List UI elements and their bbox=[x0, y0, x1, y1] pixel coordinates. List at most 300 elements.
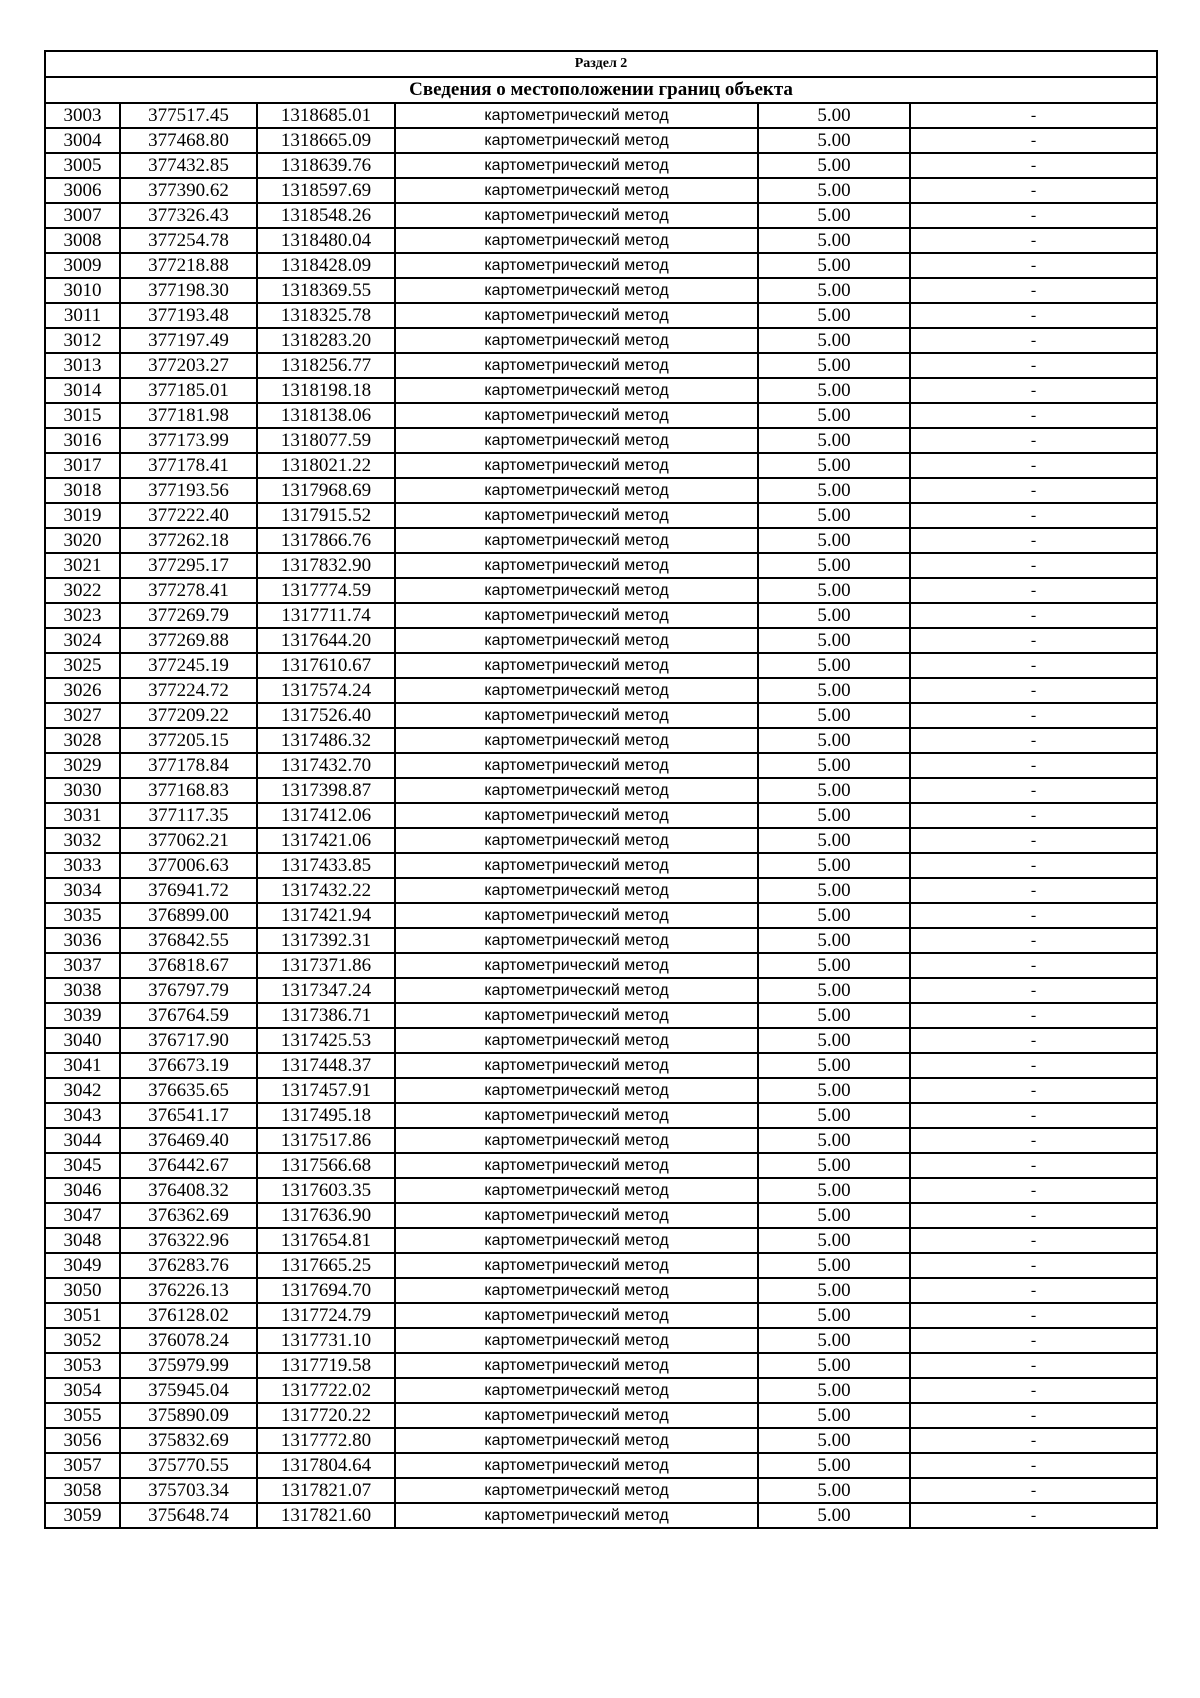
y-coordinate: 1317371.86 bbox=[257, 953, 395, 978]
accuracy-cell: 5.00 bbox=[758, 253, 910, 278]
method-cell: картометрический метод bbox=[395, 278, 758, 303]
x-coordinate: 377209.22 bbox=[120, 703, 257, 728]
x-coordinate: 377178.84 bbox=[120, 753, 257, 778]
method-cell: картометрический метод bbox=[395, 528, 758, 553]
point-number: 3036 bbox=[45, 928, 120, 953]
method-cell: картометрический метод bbox=[395, 778, 758, 803]
table-row bbox=[45, 1078, 1157, 1103]
accuracy-cell: 5.00 bbox=[758, 753, 910, 778]
description-cell: - bbox=[910, 1453, 1157, 1478]
description-cell: - bbox=[910, 378, 1157, 403]
description-cell: - bbox=[910, 103, 1157, 128]
description-cell: - bbox=[910, 678, 1157, 703]
accuracy-cell: 5.00 bbox=[758, 278, 910, 303]
table-row bbox=[45, 478, 1157, 503]
description-cell: - bbox=[910, 1403, 1157, 1428]
x-coordinate: 377517.45 bbox=[120, 103, 257, 128]
description-cell: - bbox=[910, 1378, 1157, 1403]
table-row bbox=[45, 628, 1157, 653]
accuracy-cell: 5.00 bbox=[758, 1478, 910, 1503]
accuracy-cell: 5.00 bbox=[758, 878, 910, 903]
x-coordinate: 376941.72 bbox=[120, 878, 257, 903]
x-coordinate: 377278.41 bbox=[120, 578, 257, 603]
x-coordinate: 376442.67 bbox=[120, 1153, 257, 1178]
method-cell: картометрический метод bbox=[395, 978, 758, 1003]
y-coordinate: 1318283.20 bbox=[257, 328, 395, 353]
point-number: 3043 bbox=[45, 1103, 120, 1128]
x-coordinate: 377062.21 bbox=[120, 828, 257, 853]
description-cell: - bbox=[910, 1128, 1157, 1153]
description-cell: - bbox=[910, 1153, 1157, 1178]
method-cell: картометрический метод bbox=[395, 1228, 758, 1253]
point-number: 3015 bbox=[45, 403, 120, 428]
y-coordinate: 1317398.87 bbox=[257, 778, 395, 803]
accuracy-cell: 5.00 bbox=[758, 378, 910, 403]
description-cell: - bbox=[910, 928, 1157, 953]
description-cell: - bbox=[910, 1203, 1157, 1228]
table-row bbox=[45, 453, 1157, 478]
point-number: 3048 bbox=[45, 1228, 120, 1253]
y-coordinate: 1317720.22 bbox=[257, 1403, 395, 1428]
description-cell: - bbox=[910, 1353, 1157, 1378]
y-coordinate: 1318548.26 bbox=[257, 203, 395, 228]
section-row bbox=[45, 51, 1157, 77]
y-coordinate: 1317731.10 bbox=[257, 1328, 395, 1353]
point-number: 3038 bbox=[45, 978, 120, 1003]
title-row bbox=[45, 77, 1157, 103]
method-cell: картометрический метод bbox=[395, 353, 758, 378]
description-cell: - bbox=[910, 1103, 1157, 1128]
point-number: 3039 bbox=[45, 1003, 120, 1028]
description-cell: - bbox=[910, 828, 1157, 853]
method-cell: картометрический метод bbox=[395, 453, 758, 478]
method-cell: картометрический метод bbox=[395, 428, 758, 453]
method-cell: картометрический метод bbox=[395, 178, 758, 203]
x-coordinate: 377269.79 bbox=[120, 603, 257, 628]
description-cell: - bbox=[910, 1428, 1157, 1453]
table-row bbox=[45, 1353, 1157, 1378]
x-coordinate: 376408.32 bbox=[120, 1178, 257, 1203]
method-cell: картометрический метод bbox=[395, 1053, 758, 1078]
description-cell: - bbox=[910, 178, 1157, 203]
point-number: 3007 bbox=[45, 203, 120, 228]
description-cell: - bbox=[910, 1478, 1157, 1503]
x-coordinate: 377224.72 bbox=[120, 678, 257, 703]
table-row bbox=[45, 278, 1157, 303]
accuracy-cell: 5.00 bbox=[758, 1453, 910, 1478]
method-cell: картометрический метод bbox=[395, 653, 758, 678]
table-title: Сведения о местоположении границ объекта bbox=[45, 77, 1157, 103]
table-row bbox=[45, 853, 1157, 878]
method-cell: картометрический метод bbox=[395, 953, 758, 978]
method-cell: картометрический метод bbox=[395, 1503, 758, 1528]
table-row bbox=[45, 778, 1157, 803]
description-cell: - bbox=[910, 278, 1157, 303]
point-number: 3018 bbox=[45, 478, 120, 503]
method-cell: картометрический метод bbox=[395, 628, 758, 653]
table-row bbox=[45, 928, 1157, 953]
description-cell: - bbox=[910, 1053, 1157, 1078]
accuracy-cell: 5.00 bbox=[758, 228, 910, 253]
point-number: 3055 bbox=[45, 1403, 120, 1428]
table-row bbox=[45, 1103, 1157, 1128]
table-row bbox=[45, 1278, 1157, 1303]
point-number: 3020 bbox=[45, 528, 120, 553]
description-cell: - bbox=[910, 328, 1157, 353]
x-coordinate: 377468.80 bbox=[120, 128, 257, 153]
table-row bbox=[45, 178, 1157, 203]
table-row bbox=[45, 703, 1157, 728]
y-coordinate: 1317412.06 bbox=[257, 803, 395, 828]
accuracy-cell: 5.00 bbox=[758, 1078, 910, 1103]
method-cell: картометрический метод bbox=[395, 478, 758, 503]
point-number: 3054 bbox=[45, 1378, 120, 1403]
point-number: 3033 bbox=[45, 853, 120, 878]
point-number: 3059 bbox=[45, 1503, 120, 1528]
accuracy-cell: 5.00 bbox=[758, 953, 910, 978]
accuracy-cell: 5.00 bbox=[758, 853, 910, 878]
method-cell: картометрический метод bbox=[395, 378, 758, 403]
accuracy-cell: 5.00 bbox=[758, 353, 910, 378]
point-number: 3017 bbox=[45, 453, 120, 478]
table-row bbox=[45, 128, 1157, 153]
point-number: 3004 bbox=[45, 128, 120, 153]
accuracy-cell: 5.00 bbox=[758, 828, 910, 853]
point-number: 3014 bbox=[45, 378, 120, 403]
point-number: 3005 bbox=[45, 153, 120, 178]
description-cell: - bbox=[910, 1078, 1157, 1103]
y-coordinate: 1318369.55 bbox=[257, 278, 395, 303]
table-row bbox=[45, 1003, 1157, 1028]
y-coordinate: 1317392.31 bbox=[257, 928, 395, 953]
method-cell: картометрический метод bbox=[395, 828, 758, 853]
description-cell: - bbox=[910, 778, 1157, 803]
method-cell: картометрический метод bbox=[395, 1303, 758, 1328]
table-row bbox=[45, 353, 1157, 378]
y-coordinate: 1317654.81 bbox=[257, 1228, 395, 1253]
method-cell: картометрический метод bbox=[395, 703, 758, 728]
table-row bbox=[45, 328, 1157, 353]
y-coordinate: 1317722.02 bbox=[257, 1378, 395, 1403]
y-coordinate: 1318021.22 bbox=[257, 453, 395, 478]
method-cell: картометрический метод bbox=[395, 1203, 758, 1228]
accuracy-cell: 5.00 bbox=[758, 1203, 910, 1228]
description-cell: - bbox=[910, 753, 1157, 778]
method-cell: картометрический метод bbox=[395, 1078, 758, 1103]
point-number: 3030 bbox=[45, 778, 120, 803]
point-number: 3035 bbox=[45, 903, 120, 928]
accuracy-cell: 5.00 bbox=[758, 703, 910, 728]
method-cell: картометрический метод bbox=[395, 1003, 758, 1028]
table-row bbox=[45, 1428, 1157, 1453]
accuracy-cell: 5.00 bbox=[758, 1428, 910, 1453]
accuracy-cell: 5.00 bbox=[758, 328, 910, 353]
accuracy-cell: 5.00 bbox=[758, 1403, 910, 1428]
y-coordinate: 1317772.80 bbox=[257, 1428, 395, 1453]
y-coordinate: 1317495.18 bbox=[257, 1103, 395, 1128]
description-cell: - bbox=[910, 553, 1157, 578]
x-coordinate: 377173.99 bbox=[120, 428, 257, 453]
table-row bbox=[45, 1453, 1157, 1478]
table-row bbox=[45, 1378, 1157, 1403]
x-coordinate: 377193.48 bbox=[120, 303, 257, 328]
point-number: 3052 bbox=[45, 1328, 120, 1353]
description-cell: - bbox=[910, 153, 1157, 178]
description-cell: - bbox=[910, 1503, 1157, 1528]
point-number: 3022 bbox=[45, 578, 120, 603]
description-cell: - bbox=[910, 1278, 1157, 1303]
table-row bbox=[45, 728, 1157, 753]
description-cell: - bbox=[910, 528, 1157, 553]
point-number: 3021 bbox=[45, 553, 120, 578]
accuracy-cell: 5.00 bbox=[758, 1253, 910, 1278]
table-row bbox=[45, 378, 1157, 403]
method-cell: картометрический метод bbox=[395, 253, 758, 278]
x-coordinate: 377222.40 bbox=[120, 503, 257, 528]
accuracy-cell: 5.00 bbox=[758, 153, 910, 178]
method-cell: картометрический метод bbox=[395, 903, 758, 928]
table-row bbox=[45, 1153, 1157, 1178]
y-coordinate: 1318198.18 bbox=[257, 378, 395, 403]
accuracy-cell: 5.00 bbox=[758, 628, 910, 653]
y-coordinate: 1317566.68 bbox=[257, 1153, 395, 1178]
description-cell: - bbox=[910, 978, 1157, 1003]
point-number: 3053 bbox=[45, 1353, 120, 1378]
table-body bbox=[45, 51, 1157, 1528]
point-number: 3044 bbox=[45, 1128, 120, 1153]
y-coordinate: 1318325.78 bbox=[257, 303, 395, 328]
method-cell: картометрический метод bbox=[395, 753, 758, 778]
table-row bbox=[45, 953, 1157, 978]
accuracy-cell: 5.00 bbox=[758, 478, 910, 503]
y-coordinate: 1318480.04 bbox=[257, 228, 395, 253]
x-coordinate: 377168.83 bbox=[120, 778, 257, 803]
x-coordinate: 376469.40 bbox=[120, 1128, 257, 1153]
table-row bbox=[45, 303, 1157, 328]
description-cell: - bbox=[910, 628, 1157, 653]
table-row bbox=[45, 503, 1157, 528]
point-number: 3019 bbox=[45, 503, 120, 528]
description-cell: - bbox=[910, 703, 1157, 728]
description-cell: - bbox=[910, 1003, 1157, 1028]
method-cell: картометрический метод bbox=[395, 503, 758, 528]
description-cell: - bbox=[910, 428, 1157, 453]
x-coordinate: 375945.04 bbox=[120, 1378, 257, 1403]
method-cell: картометрический метод bbox=[395, 128, 758, 153]
method-cell: картометрический метод bbox=[395, 878, 758, 903]
point-number: 3006 bbox=[45, 178, 120, 203]
method-cell: картометрический метод bbox=[395, 328, 758, 353]
accuracy-cell: 5.00 bbox=[758, 1353, 910, 1378]
description-cell: - bbox=[910, 1228, 1157, 1253]
table-row bbox=[45, 1028, 1157, 1053]
method-cell: картометрический метод bbox=[395, 203, 758, 228]
y-coordinate: 1318685.01 bbox=[257, 103, 395, 128]
table-row bbox=[45, 553, 1157, 578]
table-row bbox=[45, 678, 1157, 703]
method-cell: картометрический метод bbox=[395, 1278, 758, 1303]
x-coordinate: 377178.41 bbox=[120, 453, 257, 478]
x-coordinate: 377218.88 bbox=[120, 253, 257, 278]
method-cell: картометрический метод bbox=[395, 1128, 758, 1153]
method-cell: картометрический метод bbox=[395, 1453, 758, 1478]
description-cell: - bbox=[910, 903, 1157, 928]
description-cell: - bbox=[910, 578, 1157, 603]
y-coordinate: 1317448.37 bbox=[257, 1053, 395, 1078]
x-coordinate: 377197.49 bbox=[120, 328, 257, 353]
point-number: 3008 bbox=[45, 228, 120, 253]
y-coordinate: 1317644.20 bbox=[257, 628, 395, 653]
x-coordinate: 376818.67 bbox=[120, 953, 257, 978]
point-number: 3040 bbox=[45, 1028, 120, 1053]
y-coordinate: 1317804.64 bbox=[257, 1453, 395, 1478]
description-cell: - bbox=[910, 653, 1157, 678]
description-cell: - bbox=[910, 603, 1157, 628]
table-row bbox=[45, 878, 1157, 903]
table-row bbox=[45, 578, 1157, 603]
point-number: 3041 bbox=[45, 1053, 120, 1078]
accuracy-cell: 5.00 bbox=[758, 653, 910, 678]
accuracy-cell: 5.00 bbox=[758, 1328, 910, 1353]
x-coordinate: 375648.74 bbox=[120, 1503, 257, 1528]
method-cell: картометрический метод bbox=[395, 1103, 758, 1128]
description-cell: - bbox=[910, 203, 1157, 228]
y-coordinate: 1317432.70 bbox=[257, 753, 395, 778]
table-row bbox=[45, 978, 1157, 1003]
y-coordinate: 1317425.53 bbox=[257, 1028, 395, 1053]
table-row bbox=[45, 603, 1157, 628]
y-coordinate: 1317866.76 bbox=[257, 528, 395, 553]
description-cell: - bbox=[910, 1328, 1157, 1353]
point-number: 3049 bbox=[45, 1253, 120, 1278]
table-row bbox=[45, 653, 1157, 678]
description-cell: - bbox=[910, 478, 1157, 503]
accuracy-cell: 5.00 bbox=[758, 553, 910, 578]
accuracy-cell: 5.00 bbox=[758, 678, 910, 703]
x-coordinate: 377326.43 bbox=[120, 203, 257, 228]
x-coordinate: 375890.09 bbox=[120, 1403, 257, 1428]
accuracy-cell: 5.00 bbox=[758, 1378, 910, 1403]
point-number: 3057 bbox=[45, 1453, 120, 1478]
accuracy-cell: 5.00 bbox=[758, 928, 910, 953]
x-coordinate: 376635.65 bbox=[120, 1078, 257, 1103]
point-number: 3028 bbox=[45, 728, 120, 753]
table-row bbox=[45, 1303, 1157, 1328]
description-cell: - bbox=[910, 228, 1157, 253]
table-row bbox=[45, 153, 1157, 178]
accuracy-cell: 5.00 bbox=[758, 728, 910, 753]
description-cell: - bbox=[910, 728, 1157, 753]
table-row bbox=[45, 1253, 1157, 1278]
table-row bbox=[45, 1203, 1157, 1228]
y-coordinate: 1317711.74 bbox=[257, 603, 395, 628]
method-cell: картометрический метод bbox=[395, 403, 758, 428]
y-coordinate: 1318639.76 bbox=[257, 153, 395, 178]
table-row bbox=[45, 203, 1157, 228]
y-coordinate: 1317457.91 bbox=[257, 1078, 395, 1103]
table-row bbox=[45, 1503, 1157, 1528]
table-row bbox=[45, 228, 1157, 253]
accuracy-cell: 5.00 bbox=[758, 978, 910, 1003]
method-cell: картометрический метод bbox=[395, 928, 758, 953]
x-coordinate: 377245.19 bbox=[120, 653, 257, 678]
x-coordinate: 377198.30 bbox=[120, 278, 257, 303]
x-coordinate: 376541.17 bbox=[120, 1103, 257, 1128]
x-coordinate: 377117.35 bbox=[120, 803, 257, 828]
description-cell: - bbox=[910, 1028, 1157, 1053]
point-number: 3032 bbox=[45, 828, 120, 853]
accuracy-cell: 5.00 bbox=[758, 1003, 910, 1028]
method-cell: картометрический метод bbox=[395, 303, 758, 328]
y-coordinate: 1317486.32 bbox=[257, 728, 395, 753]
x-coordinate: 376322.96 bbox=[120, 1228, 257, 1253]
table-row bbox=[45, 753, 1157, 778]
section-label: Раздел 2 bbox=[45, 51, 1157, 77]
x-coordinate: 377254.78 bbox=[120, 228, 257, 253]
point-number: 3034 bbox=[45, 878, 120, 903]
accuracy-cell: 5.00 bbox=[758, 1178, 910, 1203]
y-coordinate: 1317574.24 bbox=[257, 678, 395, 703]
method-cell: картометрический метод bbox=[395, 578, 758, 603]
description-cell: - bbox=[910, 1178, 1157, 1203]
table-row bbox=[45, 1128, 1157, 1153]
table-row bbox=[45, 253, 1157, 278]
x-coordinate: 376717.90 bbox=[120, 1028, 257, 1053]
accuracy-cell: 5.00 bbox=[758, 178, 910, 203]
table-row bbox=[45, 903, 1157, 928]
method-cell: картометрический метод bbox=[395, 1153, 758, 1178]
x-coordinate: 377432.85 bbox=[120, 153, 257, 178]
y-coordinate: 1317665.25 bbox=[257, 1253, 395, 1278]
table-row bbox=[45, 103, 1157, 128]
accuracy-cell: 5.00 bbox=[758, 1278, 910, 1303]
description-cell: - bbox=[910, 453, 1157, 478]
x-coordinate: 376899.00 bbox=[120, 903, 257, 928]
point-number: 3025 bbox=[45, 653, 120, 678]
x-coordinate: 375979.99 bbox=[120, 1353, 257, 1378]
accuracy-cell: 5.00 bbox=[758, 603, 910, 628]
x-coordinate: 377205.15 bbox=[120, 728, 257, 753]
method-cell: картометрический метод bbox=[395, 1328, 758, 1353]
y-coordinate: 1318665.09 bbox=[257, 128, 395, 153]
method-cell: картометрический метод bbox=[395, 1478, 758, 1503]
y-coordinate: 1317433.85 bbox=[257, 853, 395, 878]
x-coordinate: 376673.19 bbox=[120, 1053, 257, 1078]
description-cell: - bbox=[910, 303, 1157, 328]
x-coordinate: 376797.79 bbox=[120, 978, 257, 1003]
y-coordinate: 1317719.58 bbox=[257, 1353, 395, 1378]
accuracy-cell: 5.00 bbox=[758, 578, 910, 603]
description-cell: - bbox=[910, 953, 1157, 978]
x-coordinate: 377262.18 bbox=[120, 528, 257, 553]
y-coordinate: 1317386.71 bbox=[257, 1003, 395, 1028]
point-number: 3012 bbox=[45, 328, 120, 353]
point-number: 3056 bbox=[45, 1428, 120, 1453]
accuracy-cell: 5.00 bbox=[758, 1303, 910, 1328]
point-number: 3024 bbox=[45, 628, 120, 653]
y-coordinate: 1317821.07 bbox=[257, 1478, 395, 1503]
x-coordinate: 377006.63 bbox=[120, 853, 257, 878]
method-cell: картометрический метод bbox=[395, 1353, 758, 1378]
method-cell: картометрический метод bbox=[395, 553, 758, 578]
description-cell: - bbox=[910, 353, 1157, 378]
method-cell: картометрический метод bbox=[395, 1403, 758, 1428]
y-coordinate: 1317421.94 bbox=[257, 903, 395, 928]
table-row bbox=[45, 1053, 1157, 1078]
x-coordinate: 376078.24 bbox=[120, 1328, 257, 1353]
y-coordinate: 1317432.22 bbox=[257, 878, 395, 903]
y-coordinate: 1317517.86 bbox=[257, 1128, 395, 1153]
